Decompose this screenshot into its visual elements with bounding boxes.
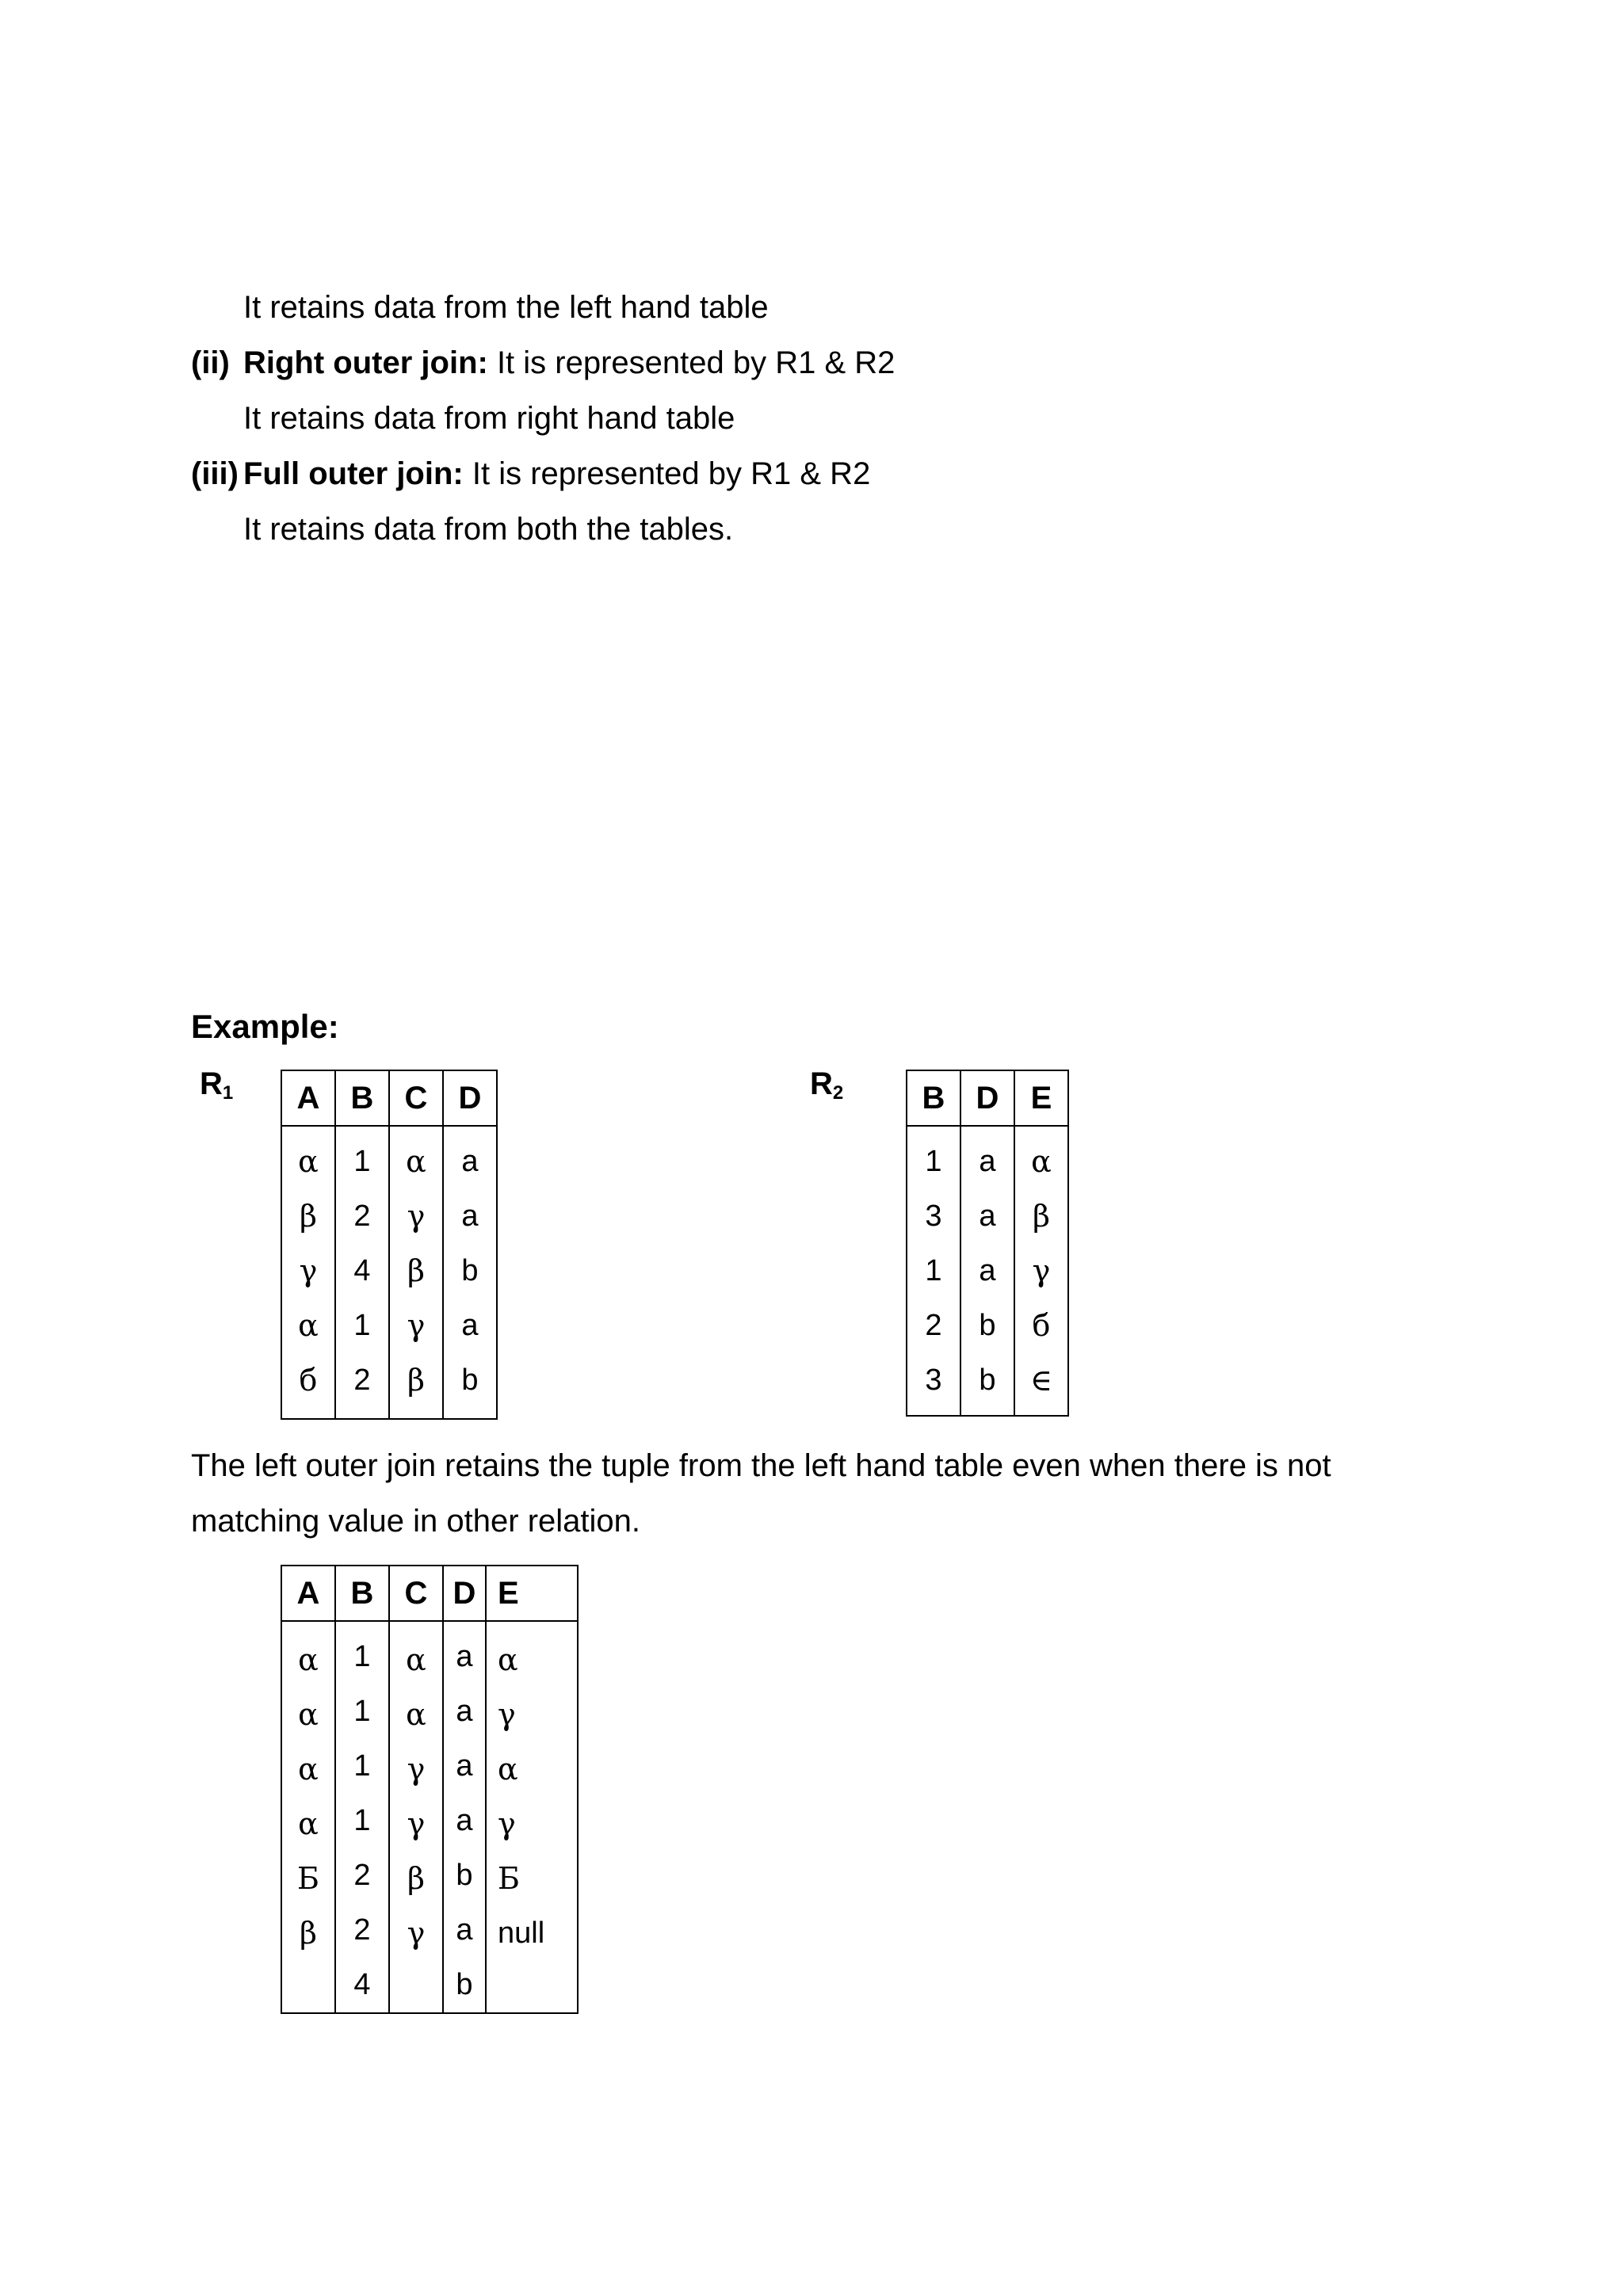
r1-header-row: [281, 1070, 497, 1126]
full-outer-number: (iii): [191, 456, 239, 491]
table-cell: 1: [353, 1804, 371, 1837]
full-retain-text: It retains data from both the tables.: [243, 512, 734, 547]
table-cell: a: [461, 1309, 479, 1342]
table-cell: 1: [353, 1309, 371, 1342]
table-cell: 1: [353, 1749, 371, 1783]
table-cell: β: [300, 1199, 317, 1234]
full-outer-term: Full outer join:: [243, 456, 464, 491]
table-cell: γ: [407, 1199, 426, 1234]
r1-table: [281, 1070, 498, 1420]
result-col-c: [389, 1621, 443, 2013]
table-cell: 2: [353, 1913, 371, 1947]
table-cell: a: [456, 1913, 473, 1947]
example-heading: Example:: [191, 1008, 339, 1045]
r1-col-d: [443, 1126, 497, 1419]
table-cell: α: [298, 1697, 319, 1732]
table-cell: Б: [498, 1861, 520, 1896]
result-header-c: C: [389, 1566, 443, 1621]
r1-col-b: [335, 1126, 389, 1419]
table-cell: б: [1032, 1308, 1051, 1343]
table-cell: b: [979, 1309, 996, 1342]
r1-body-row: [281, 1126, 497, 1419]
table-cell: α: [406, 1642, 426, 1677]
table-cell: γ: [299, 1253, 318, 1288]
table-cell: b: [979, 1363, 996, 1397]
full-outer-line: [243, 455, 870, 493]
table-cell: 2: [353, 1363, 371, 1397]
table-cell: γ: [498, 1697, 516, 1732]
table-cell: β: [1033, 1199, 1050, 1234]
table-cell: 1: [925, 1254, 942, 1287]
r2-label-text: R: [810, 1066, 833, 1101]
table-cell: ∈: [1029, 1363, 1053, 1398]
r1-label: [200, 1066, 233, 1104]
table-cell: γ: [407, 1806, 426, 1841]
table-cell: 2: [353, 1199, 371, 1233]
table-cell: β: [407, 1861, 425, 1896]
r2-col-b: [907, 1126, 960, 1416]
table-cell: a: [979, 1199, 996, 1233]
table-cell: a: [456, 1695, 473, 1728]
r2-header-e: E: [1014, 1070, 1068, 1126]
r2-col-d: [960, 1126, 1014, 1416]
r1-header-a: A: [281, 1070, 335, 1126]
result-header-e: E: [486, 1566, 578, 1621]
r2-label: [810, 1066, 843, 1104]
right-outer-line: [243, 344, 895, 382]
r1-header-d: D: [443, 1070, 497, 1126]
table-cell: 1: [353, 1640, 371, 1673]
table-cell: null: [498, 1917, 545, 1950]
result-table: [281, 1565, 579, 2014]
table-cell: β: [407, 1253, 425, 1288]
r2-header-b: B: [907, 1070, 960, 1126]
table-cell: b: [461, 1363, 479, 1397]
table-cell: a: [456, 1804, 473, 1837]
result-header-d: D: [443, 1566, 486, 1621]
right-outer-number: (ii): [191, 345, 230, 380]
r1-header-c: C: [389, 1070, 443, 1126]
table-cell: α: [298, 1308, 319, 1343]
result-body-row: [281, 1621, 578, 2013]
explanation-line-2: matching value in other relation.: [191, 1504, 640, 1539]
table-cell: b: [461, 1254, 479, 1287]
table-cell: α: [1031, 1144, 1052, 1179]
right-retain-text: It retains data from right hand table: [243, 401, 735, 436]
result-header-b: B: [335, 1566, 389, 1621]
r2-label-sub: 2: [832, 1082, 844, 1104]
r1-header-b: B: [335, 1070, 389, 1126]
table-cell: α: [298, 1642, 319, 1677]
table-cell: a: [461, 1145, 479, 1178]
table-cell: 1: [925, 1145, 942, 1178]
right-outer-term: Right outer join:: [243, 345, 488, 380]
table-cell: a: [456, 1749, 473, 1783]
table-cell: α: [298, 1806, 319, 1841]
r2-header-d: D: [960, 1070, 1014, 1126]
table-cell: 1: [353, 1145, 371, 1178]
table-cell: b: [456, 1859, 473, 1892]
table-cell: 3: [925, 1199, 942, 1233]
table-cell: β: [300, 1916, 317, 1951]
table-cell: γ: [1032, 1253, 1051, 1288]
result-header-row: [281, 1566, 578, 1621]
table-cell: 3: [925, 1363, 942, 1397]
table-cell: 4: [353, 1968, 371, 2001]
table-cell: α: [498, 1752, 518, 1787]
result-col-e: [486, 1621, 578, 2013]
r1-label-sub: 1: [222, 1082, 234, 1104]
result-col-d: [443, 1621, 486, 2013]
table-cell: α: [406, 1697, 426, 1732]
table-cell: γ: [498, 1806, 516, 1841]
table-cell: Б: [297, 1861, 319, 1896]
table-cell: a: [979, 1254, 996, 1287]
table-cell: α: [498, 1642, 518, 1677]
table-cell: α: [298, 1752, 319, 1787]
r2-header-row: [907, 1070, 1068, 1126]
full-outer-desc: It is represented by R1 & R2: [463, 456, 871, 491]
result-col-a: [281, 1621, 335, 2013]
r2-col-e: [1014, 1126, 1068, 1416]
table-cell: β: [407, 1363, 425, 1398]
table-cell: α: [298, 1144, 319, 1179]
table-cell: b: [456, 1968, 473, 2001]
table-cell: a: [461, 1199, 479, 1233]
result-col-b: [335, 1621, 389, 2013]
r1-col-c: [389, 1126, 443, 1419]
r2-table: [906, 1070, 1069, 1417]
table-cell: γ: [407, 1752, 426, 1787]
result-header-a: A: [281, 1566, 335, 1621]
table-cell: 4: [353, 1254, 371, 1287]
table-cell: γ: [407, 1916, 426, 1951]
right-outer-desc: It is represented by R1 & R2: [487, 345, 896, 380]
r2-body-row: [907, 1126, 1068, 1416]
table-cell: 2: [925, 1309, 942, 1342]
table-cell: 1: [353, 1695, 371, 1728]
explanation-line-1: The left outer join retains the tuple from the left hand table even when there is not: [191, 1448, 1331, 1483]
table-cell: γ: [407, 1308, 426, 1343]
table-cell: 2: [353, 1859, 371, 1892]
r1-label-text: R: [200, 1066, 223, 1101]
table-cell: б: [299, 1363, 318, 1398]
table-cell: a: [979, 1145, 996, 1178]
table-cell: a: [456, 1640, 473, 1673]
left-retain-text: It retains data from the left hand table: [243, 290, 769, 325]
r1-col-a: [281, 1126, 335, 1419]
table-cell: α: [406, 1144, 426, 1179]
